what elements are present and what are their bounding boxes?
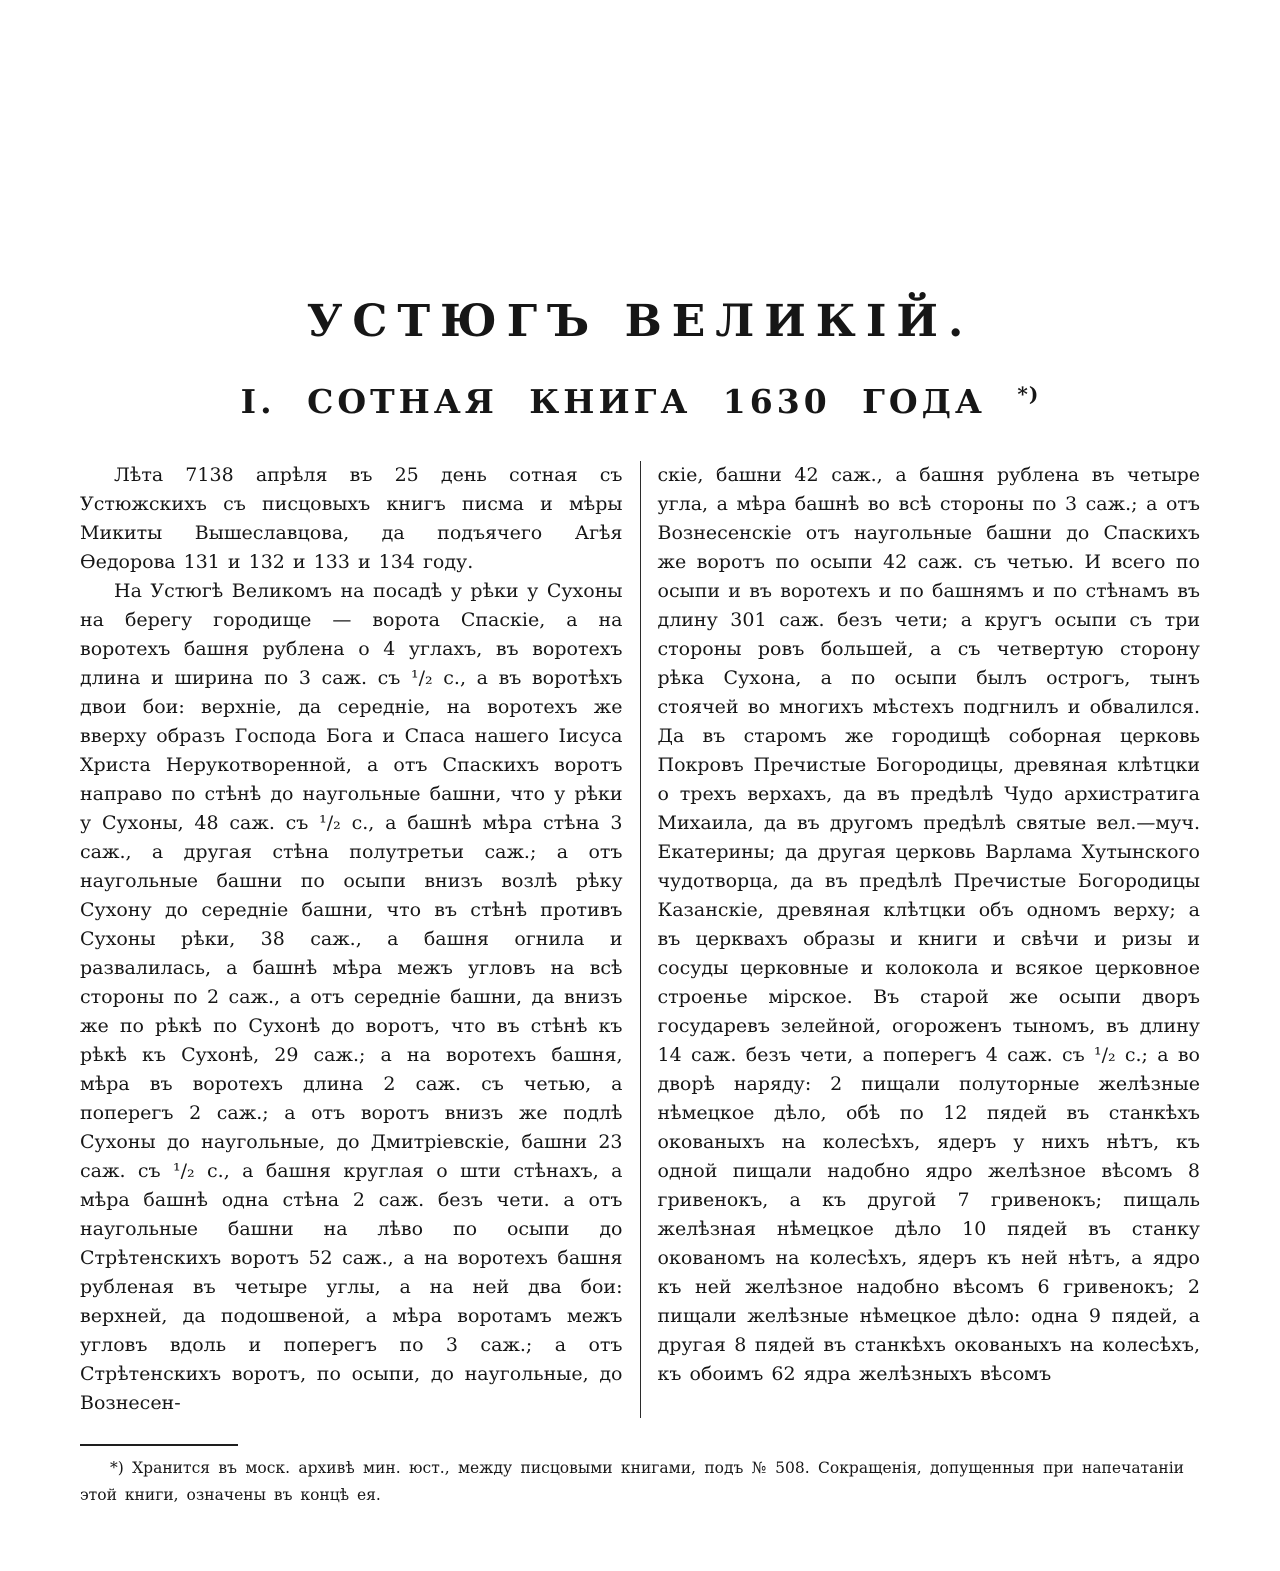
two-column-text-block xyxy=(80,461,1200,1418)
left-column xyxy=(80,461,623,1418)
section-heading-text: I. СОТНАЯ КНИГА 1630 ГОДА xyxy=(240,382,986,422)
section-heading xyxy=(80,382,1200,421)
paragraph: Лѣта 7138 апрѣля въ 25 день сотная съ Устюжскихъ съ писцовыхъ книгъ писма и мѣры Микиты Вышеславцова, да подъячего Агѣя Ѳедорова 131 и 132 и 133 и 134 году. xyxy=(80,464,623,574)
paragraph: скіе, башни 42 саж., а башня рублена въ четыре угла, а мѣра башнѣ во всѣ стороны по 3 саж.; а отъ Вознесенскіе отъ наугольные башни до Спаскихъ же воротъ по осыпи 42 саж. съ четью. И всего по осыпи и въ воротехъ и по башнямъ и по стѣнамъ въ длину 301 саж. безъ чети; а кругъ осыпи съ три стороны ровъ большей, а съ четвертую сторону рѣка Сухона, а по осыпи былъ острогъ, тынъ стоячей во многихъ мѣстехъ подгнилъ и обвалился. Да въ старомъ же городищѣ соборная церковь Покровъ Пречистые Богородицы, древяная клѣтцки о трехъ верхахъ, да въ предѣлѣ Чудо архистратига Михаила, да въ другомъ предѣлѣ святые вел.—муч. Екатерины; да другая церковь Варлама Хутынского чудотворца, да въ предѣлѣ Пречистые Богородицы Казанскіе, древяная клѣтцки объ одномъ верху; а въ церквахъ образы и книги и свѣчи и ризы и сосуды церковные и колокола и всякое церковное строенье мірское. Въ старой же осыпи дворъ государевъ зелейной, огороженъ тыномъ, въ длину 14 саж. безъ чети, а поперегъ 4 саж. съ ¹/₂ с.; а во дворѣ наряду: 2 пищали полуторные желѣзные нѣмецкое дѣло, обѣ по 12 пядей въ станкѣхъ окованыхъ на колесѣхъ, ядеръ у нихъ нѣтъ, къ одной пищали надобно ядро желѣзное вѣсомъ 8 гривенокъ, а къ другой 7 гривенокъ; пищаль желѣзная нѣмецкое дѣло 10 пядей въ станку окованомъ на колесѣхъ, ядеръ къ ней нѣтъ, а ядро къ ней желѣзное надобно вѣсомъ 6 гривенокъ; 2 пищали желѣзные нѣмецкое дѣло: одна 9 пядей, а другая 8 пядей въ станкѣхъ окованыхъ на колесѣхъ, къ обоимъ 62 ядра желѣзныхъ вѣсомъ xyxy=(657,464,1200,1386)
right-column xyxy=(658,461,1201,1418)
page-title: УСТЮГЪ ВЕЛИКІЙ. xyxy=(306,296,974,347)
footnote: *) Хранится въ моск. архивѣ мин. юст., между писцовыми книгами, подъ № 508. Сокращенія, допущенныя при напечатаніи этой книги, означены въ концѣ ея. xyxy=(80,1459,1184,1505)
footnote-divider-rule xyxy=(80,1444,238,1446)
column-divider-rule xyxy=(640,461,641,1418)
paragraph: На Устюгѣ Великомъ на посадѣ у рѣки у Сухоны на берегу городище — ворота Спаскіе, а на воротехъ башня рублена о 4 углахъ, въ воротехъ длина и ширина по 3 саж. съ ¹/₂ с., а въ воротѣхъ двои бои: верхніе, да середніе, на воротехъ же вверху образъ Господа Бога и Спаса нашего Іисуса Христа Нерукотворенной, а отъ Спаскихъ воротъ направо по стѣнѣ до наугольные башни, что у рѣки у Сухоны, 48 саж. съ ¹/₂ с., а башнѣ мѣра стѣна 3 саж., а другая стѣна полутретьи саж.; а отъ наугольные башни по осыпи внизъ возлѣ рѣку Сухону до середніе башни, что въ стѣнѣ противъ Сухоны рѣки, 38 саж., а башня огнила и развалилась, а башнѣ мѣра межъ угловъ на всѣ стороны по 2 саж., а отъ середніе башни, да внизъ же по рѣкѣ по Сухонѣ до воротъ, что въ стѣнѣ къ рѣкѣ къ Сухонѣ, 29 саж.; а на воротехъ башня, мѣра въ воротехъ длина 2 саж. съ четью, а поперегъ 2 саж.; а отъ воротъ внизъ же подлѣ Сухоны до наугольные, до Дмитріевскіе, башни 23 саж. съ ¹/₂ с., а башня круглая о шти стѣнахъ, а мѣра башнѣ одна стѣна 2 саж. безъ чети. а отъ наугольные башни на лѣво по осыпи до Стрѣтенскихъ воротъ 52 саж., а на воротехъ башня рубленая въ четыре углы, а на ней два бои: верхней, да подошвеной, а мѣра воротамъ межъ угловъ вдоль и поперегъ по 3 саж.; а отъ Стрѣтенскихъ воротъ, по осыпи, до наугольные, до Вознесен- xyxy=(80,580,623,1415)
footnote-marker: *) xyxy=(1017,382,1040,407)
